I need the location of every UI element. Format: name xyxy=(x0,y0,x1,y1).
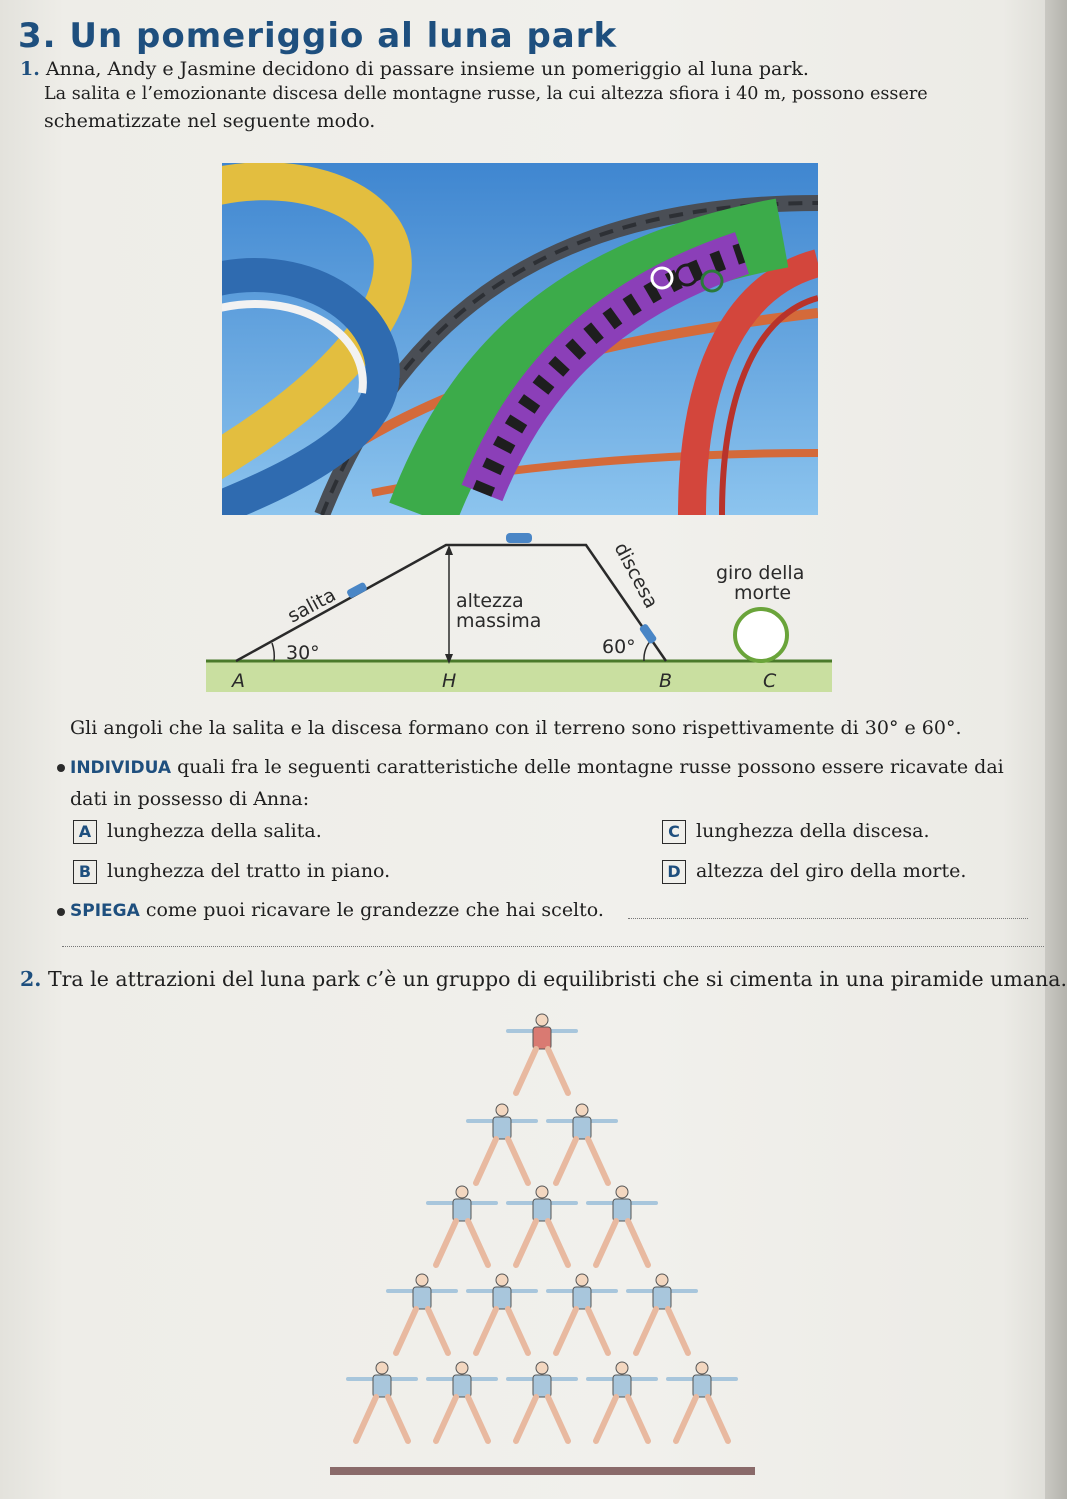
angle-arc-30 xyxy=(272,643,274,661)
cart-left xyxy=(346,582,368,599)
problem1-line3: schematizzate nel seguente modo. xyxy=(44,110,376,132)
human-pyramid xyxy=(330,1005,760,1485)
label-salita: salita xyxy=(284,583,340,628)
label-point-C: C xyxy=(763,670,777,692)
section-title: 3. Un pomeriggio al luna park xyxy=(18,16,618,56)
choice-letter: B xyxy=(73,860,97,884)
choice-text: altezza del giro della morte. xyxy=(696,860,967,882)
choice-text: lunghezza della salita. xyxy=(107,820,322,842)
explain-text: come puoi ricavare le grandezze che hai scelto. xyxy=(145,899,604,921)
choice-text: lunghezza della discesa. xyxy=(696,820,930,842)
label-angle-30: 30° xyxy=(286,642,320,664)
problem2-number: 2. xyxy=(20,967,42,991)
problem1-line2: La salita e l’emozionante discesa delle montagne russe, la cui altezza sfiora i 40 m, possono essere xyxy=(44,84,928,104)
cart-right xyxy=(639,623,658,645)
keyword-spiega: SPIEGA xyxy=(70,901,140,921)
answer-line-1[interactable] xyxy=(628,918,1028,919)
choice-d[interactable] xyxy=(662,860,966,884)
loop-circle xyxy=(735,609,787,661)
roller-coaster-illustration xyxy=(222,163,818,515)
coaster-diagram xyxy=(206,525,832,700)
bullet xyxy=(57,908,65,916)
question-text: quali fra le seguenti caratteristiche delle montagne russe possono essere ricavate dai xyxy=(177,756,1004,778)
answer-line-2[interactable] xyxy=(62,946,1044,947)
label-point-H: H xyxy=(442,670,457,692)
choice-letter: D xyxy=(662,860,686,884)
label-angle-60: 60° xyxy=(602,636,636,658)
label-massima: massima xyxy=(456,610,542,632)
choice-a[interactable] xyxy=(73,820,322,844)
choice-c[interactable] xyxy=(662,820,930,844)
page-edge xyxy=(1045,0,1067,1499)
choice-letter: C xyxy=(662,820,686,844)
question-line1 xyxy=(70,756,1004,778)
label-point-A: A xyxy=(232,670,245,692)
angles-statement: Gli angoli che la salita e la discesa formano con il terreno sono rispettivamente di 30° e 60°. xyxy=(70,717,962,739)
choice-letter: A xyxy=(73,820,97,844)
label-discesa: discesa xyxy=(609,539,663,612)
keyword-individua: INDIVIDUA xyxy=(70,758,172,778)
explain-line xyxy=(70,899,604,921)
choice-b[interactable] xyxy=(73,860,390,884)
label-giro: giro della xyxy=(716,562,805,584)
problem1-intro: Anna, Andy e Jasmine decidono di passare insieme un pomeriggio al luna park. xyxy=(45,58,809,80)
cart-top xyxy=(506,533,532,543)
bullet xyxy=(57,764,65,772)
label-altezza: altezza xyxy=(456,590,524,612)
label-morte: morte xyxy=(734,582,792,604)
problem1-line1 xyxy=(20,58,809,80)
roller-coaster-photo xyxy=(222,163,818,515)
label-point-B: B xyxy=(659,670,673,692)
question-line2: dati in possesso di Anna: xyxy=(70,788,310,810)
problem2-line xyxy=(20,967,1067,991)
choice-text: lunghezza del tratto in piano. xyxy=(107,860,391,882)
problem1-number: 1. xyxy=(20,58,40,80)
ground xyxy=(206,661,832,692)
problem2-text: Tra le attrazioni del luna park c’è un gruppo di equilibristi che si cimenta in una piramide umana. xyxy=(47,967,1067,991)
